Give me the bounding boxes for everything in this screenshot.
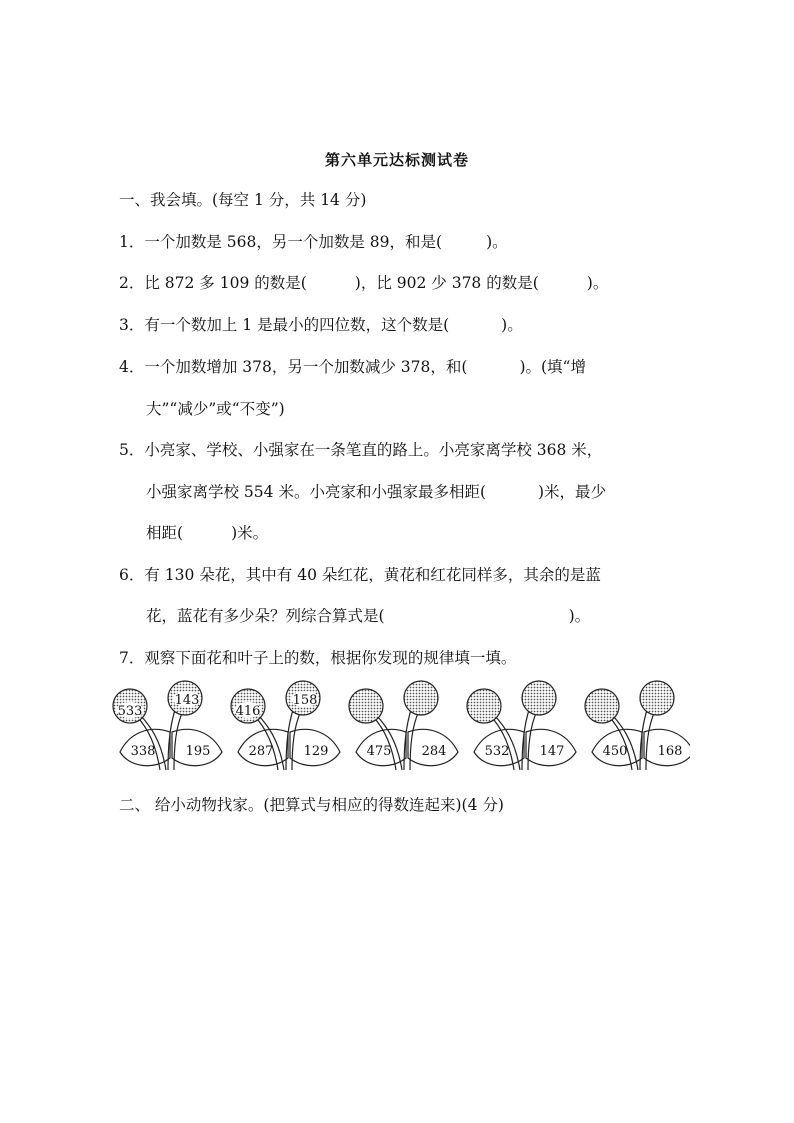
left-leaf-number: 475 [366,744,392,759]
left-flower-number: 533 [117,704,143,719]
right-leaf-number: 168 [657,744,683,759]
q4-text-mid: )。(填“增 [519,358,586,376]
q5-text: 小强家离学校 554 米。小亮家和小强家最多相距( [146,483,486,501]
right-flower-number: 158 [292,693,318,708]
q5-text-end: )米。 [231,524,269,542]
q6-text: 花，蓝花有多少朵？列综合算式是( [146,607,385,625]
left-leaf-number: 287 [248,744,274,759]
q2-text-end: )。 [586,274,609,292]
flower-group-3 [349,681,458,770]
right-flower-number: 143 [174,693,200,708]
left-leaf-number: 532 [484,744,510,759]
right-leaf-number: 147 [539,744,565,759]
section1-header: 一、我会填。(每空 1 分，共 14 分) [119,191,367,209]
left-flower [349,689,383,723]
question-4 [119,357,586,377]
flower-group-1 [113,681,222,770]
q3-text: 3．有一个数加上 1 是最小的四位数，这个数是( [119,316,450,334]
question-2 [119,273,608,293]
right-leaf-number: 195 [185,744,211,759]
flower-group-2 [231,681,340,770]
question-6: 6．有 130 朵花，其中有 40 朵红花，黄花和红花同样多，其余的是蓝 [119,566,601,584]
question-6-line2 [146,606,590,626]
question-4-line2: 大”“减少”或“不变”) [146,400,285,418]
right-leaf-number: 284 [421,744,447,759]
left-flower [585,689,619,723]
left-flower [467,689,501,723]
q5-text-line3: 相距( [146,524,184,542]
flower-group-5 [585,681,690,770]
right-leaf-number: 129 [303,744,329,759]
flower-group-4 [467,681,576,770]
question-3 [119,315,523,335]
question-5-line2 [146,482,606,502]
q5-text-mid: )米，最少 [538,483,607,501]
right-flower [404,681,438,715]
q6-text-end: )。 [568,607,591,625]
q4-text: 4．一个加数增加 378，另一个加数减少 378，和( [119,358,468,376]
section2-header: 二、 给小动物找家。(把算式与相应的得数连起来)(4 分) [119,796,504,814]
q1-text-end: )。 [486,233,508,251]
flower-diagram [110,680,690,780]
right-flower [640,681,674,715]
question-5-line3 [146,523,268,543]
q1-text: 1．一个加数是 568，另一个加数是 89，和是( [119,233,443,251]
page-title: 第六单元达标测试卷 [324,151,469,169]
question-1 [119,232,508,252]
q2-text: 2．比 872 多 109 的数是( [119,274,307,292]
q3-text-end: )。 [501,316,523,334]
left-flower-number: 416 [235,704,261,719]
q2-text-mid: )，比 902 少 378 的数是( [354,274,539,292]
question-7: 7．观察下面花和叶子上的数，根据你发现的规律填一填。 [119,649,517,667]
right-flower [522,681,556,715]
left-leaf-number: 450 [602,744,628,759]
left-leaf-number: 338 [130,744,156,759]
question-5: 5．小亮家、学校、小强家在一条笔直的路上。小亮家离学校 368 米， [119,441,603,459]
